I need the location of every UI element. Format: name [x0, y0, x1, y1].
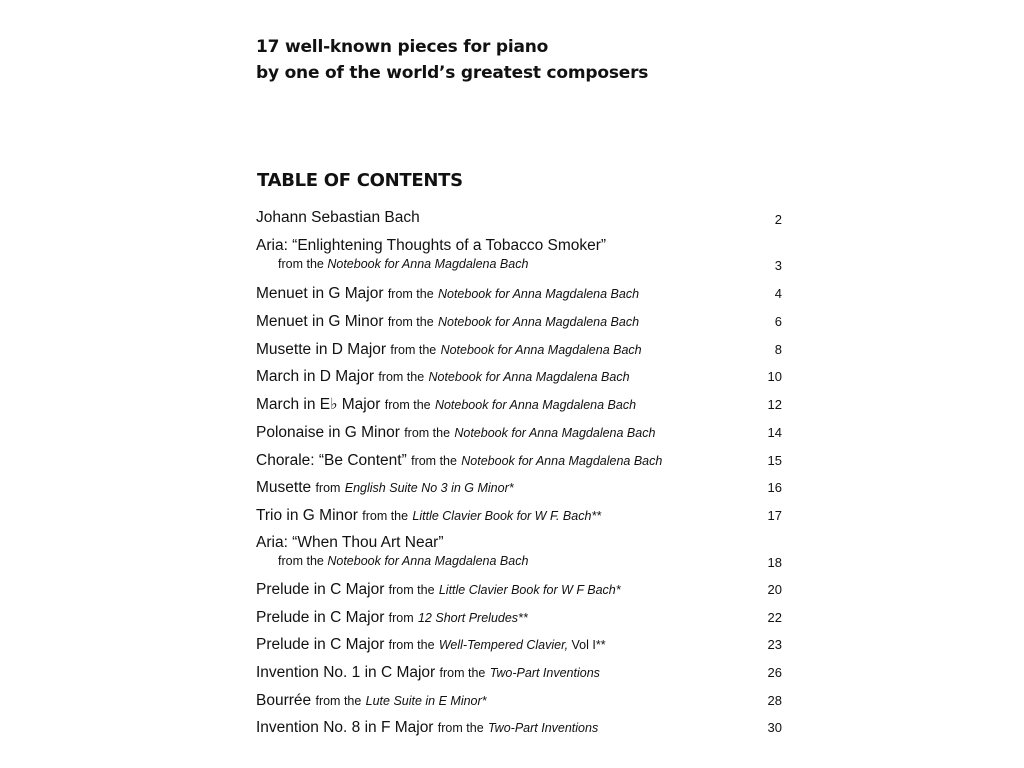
entry-source-work: Little Clavier Book for W F Bach* [438, 583, 621, 597]
entry-source-prefix: from the [390, 343, 437, 357]
entry-page-number: 10 [767, 369, 782, 384]
toc-entry [256, 368, 782, 386]
subtitle-line-1: 17 well-known pieces for piano [256, 37, 549, 57]
entry-title: Trio in G Minor [256, 507, 358, 524]
toc-entry [256, 719, 782, 737]
entry-page-number: 3 [774, 258, 782, 273]
entry-source-work: Little Clavier Book for W F. Bach** [412, 509, 602, 523]
entry-source-work: Well-Tempered Clavier, [438, 638, 569, 652]
entry-page-number: 20 [767, 582, 782, 597]
entry-source-work: Notebook for Anna Magdalena Bach [440, 343, 642, 357]
entry-page-number: 23 [767, 637, 782, 652]
entry-title: Chorale: “Be Content” [256, 452, 407, 469]
entry-title: Menuet in G Major [256, 285, 384, 302]
toc-entry [256, 507, 782, 525]
toc-entry [256, 636, 782, 654]
entry-source-prefix: from the [388, 638, 435, 652]
toc-entry [256, 534, 782, 570]
entry-page-number: 18 [767, 555, 782, 570]
entry-source-prefix: from the [384, 398, 431, 412]
entry-title: March in E♭ Major [256, 396, 381, 413]
entry-title: Invention No. 8 in F Major [256, 719, 434, 736]
entry-source-work: Two-Part Inventions [487, 721, 599, 735]
entry-source-work: Notebook for Anna Magdalena Bach [327, 554, 529, 568]
entry-page-number: 2 [774, 212, 782, 227]
entry-source-prefix: from the [362, 509, 409, 523]
entry-title: Menuet in G Minor [256, 313, 384, 330]
entry-title: Prelude in C Major [256, 581, 385, 598]
entry-title: Johann Sebastian Bach [256, 209, 420, 226]
toc-entry [256, 341, 782, 359]
entry-source-work: Notebook for Anna Magdalena Bach [327, 257, 529, 271]
entry-source-work: Notebook for Anna Magdalena Bach [437, 287, 640, 301]
entry-source-work: 12 Short Preludes** [417, 611, 528, 625]
toc-entry [256, 692, 782, 710]
entry-page-number: 22 [767, 610, 782, 625]
entry-page-number: 28 [767, 693, 782, 708]
entry-source-work: Notebook for Anna Magdalena Bach [461, 454, 663, 468]
entry-title: March in D Major [256, 368, 374, 385]
toc-entry [256, 581, 782, 599]
toc-entry [256, 664, 782, 682]
toc-entry [256, 285, 782, 303]
entry-title: Prelude in C Major [256, 636, 385, 653]
entry-page-number: 17 [767, 508, 782, 523]
entry-source-work: Notebook for Anna Magdalena Bach [437, 315, 640, 329]
subtitle-line-2: by one of the world’s greatest composers [256, 63, 649, 83]
toc-entry [256, 396, 782, 414]
toc-entry [256, 209, 782, 227]
entry-source-prefix: from the [387, 315, 434, 329]
entry-title: Musette [256, 479, 312, 496]
entry-source-prefix: from the [278, 554, 324, 568]
entry-source-prefix: from the [411, 454, 457, 468]
toc-entry [256, 479, 782, 497]
entry-source-work: Notebook for Anna Magdalena Bach [454, 426, 656, 440]
entry-title: Aria: “When Thou Art Near” [256, 534, 444, 551]
entry-source-work: English Suite No 3 in G Minor* [344, 481, 514, 495]
entry-source-prefix: from the [387, 287, 434, 301]
entry-source-prefix: from the [439, 666, 486, 680]
entry-source-prefix: from the [278, 257, 324, 271]
entry-page-number: 8 [774, 342, 782, 357]
toc-entry [256, 609, 782, 627]
entry-title: Aria: “Enlightening Thoughts of a Tobacco Smoker” [256, 237, 607, 254]
toc-entry [256, 237, 782, 273]
entry-page-number: 16 [767, 480, 782, 495]
entry-page-number: 30 [767, 720, 782, 735]
entry-source-suffix: Vol I** [568, 638, 606, 652]
toc-entry [256, 452, 782, 470]
entry-title: Bourrée [256, 692, 312, 709]
book-subtitle [256, 34, 648, 86]
entry-page-number: 14 [767, 425, 782, 440]
entry-source-work: Notebook for Anna Magdalena Bach [434, 398, 637, 412]
entry-source-work: Two-Part Inventions [489, 666, 600, 680]
entry-page-number: 12 [767, 397, 782, 412]
entry-title: Polonaise in G Minor [256, 424, 400, 441]
entry-title: Invention No. 1 in C Major [256, 664, 436, 681]
entry-source-work: Notebook for Anna Magdalena Bach [428, 370, 630, 384]
entry-page-number: 6 [774, 314, 782, 329]
entry-source-prefix: from the [437, 721, 484, 735]
entry-page-number: 15 [767, 453, 782, 468]
entry-title: Prelude in C Major [256, 609, 385, 626]
entry-source-prefix: from [315, 481, 341, 495]
entry-source-prefix: from the [388, 583, 435, 597]
entry-source-prefix: from [388, 611, 414, 625]
toc-entry [256, 313, 782, 331]
entry-title: Musette in D Major [256, 341, 387, 358]
entry-page-number: 4 [774, 286, 782, 301]
toc-entry [256, 424, 782, 442]
entry-source-work: Lute Suite in E Minor* [365, 694, 487, 708]
entry-source-prefix: from the [404, 426, 451, 440]
entry-page-number: 26 [767, 665, 782, 680]
entry-source-prefix: from the [315, 694, 362, 708]
toc-heading: TABLE OF CONTENTS [257, 170, 463, 191]
entry-source-prefix: from the [378, 370, 425, 384]
